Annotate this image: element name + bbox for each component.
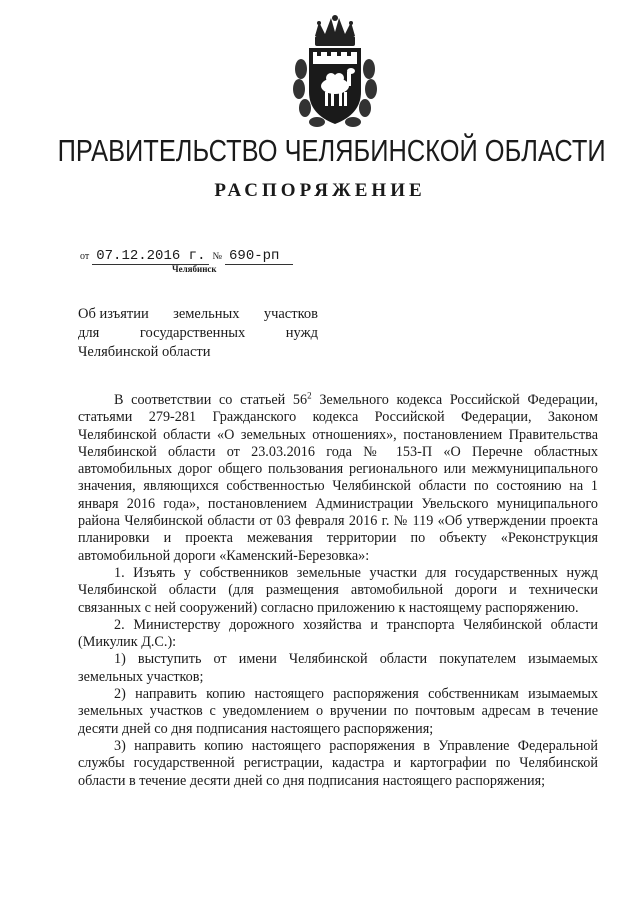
document-type: РАСПОРЯЖЕНИЕ [214, 180, 426, 201]
paragraph-item-1: 1. Изъять у собственников земельные участки для государственных нужд Челябинской области (для размещения автомобильной дороги и технически связанных с ней сооружений) согласно приложению к настоящему распоряжению. [78, 564, 598, 616]
coat-of-arms-icon [287, 14, 383, 134]
article-superscript: 2 [307, 390, 312, 401]
subject-line [78, 324, 318, 343]
preamble-text-cont: Земельного кодекса Российской Федерации, статьями 279-281 Гражданского кодекса Российской Федерации, Законом Челябинской области «О земельных отношениях», постановлением Правительства Челябинской области от 23.03.2016 года № 153-П «О Перечне областных автомобильных дорог общего пользования регионального или межмуниципального значения, являющихся собственностью Челябинской области по состоянию на 1 января 2016 года», постановлением Администрации Увельского муниципального района Челябинской области от 03 февраля 2016 г. № 119 «Об утверждении проекта планировки и проекта межевания территории по объекту «Реконструкция автомобильной дороги «Каменский-Березовка»: [78, 392, 598, 564]
subject-word: Об изъятии [78, 306, 149, 322]
paragraph-subitem-3: 3) направить копию настоящего распоряжения в Управление Федеральной службы государственной регистрации, кадастра и картографии по Челябинской области в течение десяти дней со дня подписания настоящего распоряжения; [78, 737, 598, 789]
paragraph-preamble [78, 392, 598, 565]
date-prefix: от [80, 251, 90, 262]
subject-word: земельных [173, 306, 240, 322]
subject-word: для [78, 325, 100, 341]
number-prefix: № [212, 251, 223, 262]
paragraph-subitem-2: 2) направить копию настоящего распоряжения собственникам изымаемых земельных участков с уведомлением о вручении по почтовым адресам в течение десяти дней со дня подписания настоящего распоряжения; [78, 686, 598, 737]
subject-line: Челябинской области [78, 344, 211, 360]
government-title: ПРАВИТЕЛЬСТВО ЧЕЛЯБИНСКОЙ ОБЛАСТИ [57, 133, 606, 168]
paragraph-subitem-1: 1) выступить от имени Челябинской области покупателем изымаемых земельных участков; [78, 651, 598, 685]
paragraph-item-2: 2. Министерству дорожного хозяйства и транспорта Челябинской области (Микулик Д.С.): [78, 616, 598, 651]
subject-word: участков [263, 306, 318, 322]
document-date: 07.12.2016 г. [92, 248, 209, 265]
preamble-text: В соответствии со статьей 56 [114, 392, 308, 408]
subject-line [78, 305, 318, 324]
city-label: Челябинск [172, 264, 217, 274]
subject-word: нужд [285, 325, 318, 341]
document-subject [78, 305, 318, 362]
document-number: 690-рп [225, 248, 293, 265]
document-body [78, 392, 598, 790]
subject-word: государственных [139, 325, 246, 341]
date-number-line [80, 248, 293, 265]
